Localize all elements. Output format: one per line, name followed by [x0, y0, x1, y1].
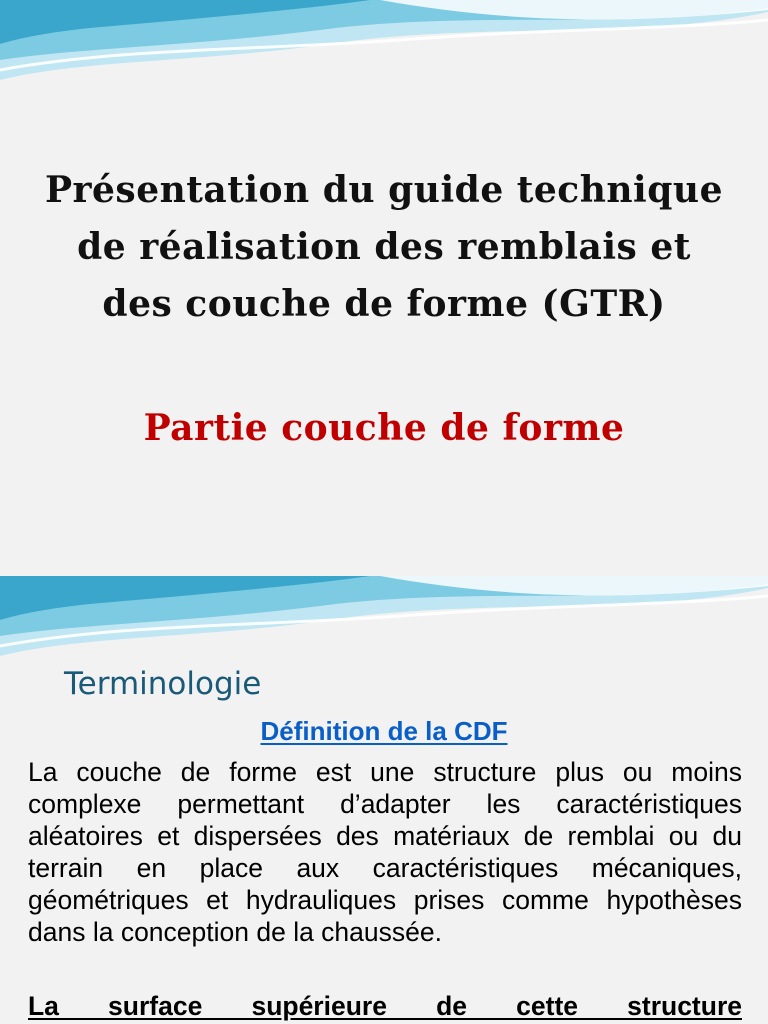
- definition-paragraph: La couche de forme est une structure plus ou moins complexe permettant d’adapter les caractéristiques aléatoires et dispersées des matériaux de remblai ou du terrain en place aux caractéristiques mécaniques, géométriques et hydrauliques prises comme hypothèses dans la conception de la chaussée.: [28, 757, 742, 947]
- wave-decoration: [0, 576, 768, 676]
- wave-decoration: [0, 0, 768, 100]
- definition-title: Définition de la CDF: [260, 716, 508, 746]
- definition-paragraph-2: La surface supérieure de cette structure: [28, 991, 742, 1021]
- section-heading: Terminologie: [64, 666, 262, 702]
- slide-terminology: [0, 576, 768, 1024]
- definition-title-row: [0, 716, 768, 747]
- presentation-subtitle: Partie couche de forme: [143, 407, 625, 449]
- presentation-title: Présentation du guide technique de réalisation des remblais et des couche de forme (GTR): [44, 169, 723, 325]
